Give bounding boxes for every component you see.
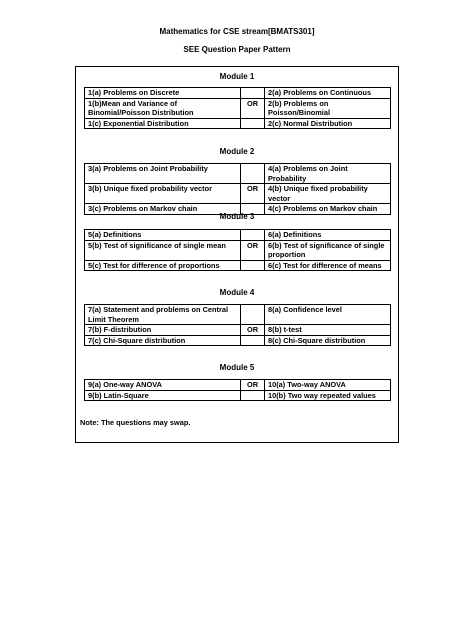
question-right: 8(b) t-test — [265, 325, 391, 336]
question-pattern-frame — [75, 66, 399, 443]
question-left: 9(a) One-way ANOVA — [85, 380, 241, 391]
or-cell — [241, 260, 265, 271]
module-4-table — [84, 304, 391, 346]
module-3-heading: Module 3 — [219, 212, 255, 221]
module-5-table — [84, 379, 391, 401]
question-left: 3(c) Problems on Markov chain — [85, 204, 241, 215]
or-cell: OR — [241, 98, 265, 118]
question-right: 10(b) Two way repeated values — [265, 390, 391, 401]
table-row — [85, 380, 391, 391]
or-cell — [241, 305, 265, 325]
question-right: 4(a) Problems on Joint Probability — [265, 164, 391, 184]
table-row — [85, 260, 391, 271]
table-row — [85, 88, 391, 99]
module-5-heading: Module 5 — [219, 363, 255, 372]
question-left: 3(b) Unique fixed probability vector — [85, 184, 241, 204]
or-cell — [241, 164, 265, 184]
question-right: 2(b) Problems on Poisson/Binomial — [265, 98, 391, 118]
table-row — [85, 240, 391, 260]
table-row — [85, 164, 391, 184]
question-right: 6(a) Definitions — [265, 230, 391, 241]
question-right: 10(a) Two-way ANOVA — [265, 380, 391, 391]
question-right: 6(c) Test for difference of means — [265, 260, 391, 271]
module-2-table — [84, 163, 391, 215]
note-text: Note: The questions may swap. — [80, 418, 191, 427]
question-right: 2(a) Problems on Continuous — [265, 88, 391, 99]
or-cell: OR — [241, 380, 265, 391]
question-left: 1(c) Exponential Distribution — [85, 118, 241, 129]
or-cell — [241, 390, 265, 401]
module-1-table — [84, 87, 391, 129]
or-cell — [241, 230, 265, 241]
question-left: 5(c) Test for difference of proportions — [85, 260, 241, 271]
module-4-heading: Module 4 — [219, 288, 255, 297]
question-left: 5(b) Test of significance of single mean — [85, 240, 241, 260]
or-cell — [241, 335, 265, 346]
table-row — [85, 305, 391, 325]
table-row — [85, 184, 391, 204]
module-1-heading: Module 1 — [219, 72, 255, 81]
question-left: 7(b) F-distribution — [85, 325, 241, 336]
module-3-table — [84, 229, 391, 271]
question-right: 4(c) Problems on Markov chain — [265, 204, 391, 215]
question-right: 4(b) Unique fixed probability vector — [265, 184, 391, 204]
document-title: Mathematics for CSE stream[BMATS301] — [159, 27, 315, 36]
module-2-heading: Module 2 — [219, 147, 255, 156]
question-left: 5(a) Definitions — [85, 230, 241, 241]
or-cell — [241, 88, 265, 99]
question-right: 8(c) Chi-Square distribution — [265, 335, 391, 346]
question-left: 7(c) Chi-Square distribution — [85, 335, 241, 346]
table-row — [85, 118, 391, 129]
table-row — [85, 325, 391, 336]
table-row — [85, 335, 391, 346]
question-right: 6(b) Test of significance of single proportion — [265, 240, 391, 260]
table-row — [85, 230, 391, 241]
question-left: 7(a) Statement and problems on Central Limit Theorem — [85, 305, 241, 325]
table-row — [85, 98, 391, 118]
question-right: 2(c) Normal Distribution — [265, 118, 391, 129]
table-row — [85, 390, 391, 401]
or-cell: OR — [241, 184, 265, 204]
question-left: 1(a) Problems on Discrete — [85, 88, 241, 99]
or-cell: OR — [241, 240, 265, 260]
question-left: 3(a) Problems on Joint Probability — [85, 164, 241, 184]
or-cell: OR — [241, 325, 265, 336]
question-left: 1(b)Mean and Variance of Binomial/Poisson Distribution — [85, 98, 241, 118]
or-cell — [241, 118, 265, 129]
question-right: 8(a) Confidence level — [265, 305, 391, 325]
document-subtitle: SEE Question Paper Pattern — [183, 45, 291, 54]
question-left: 9(b) Latin-Square — [85, 390, 241, 401]
